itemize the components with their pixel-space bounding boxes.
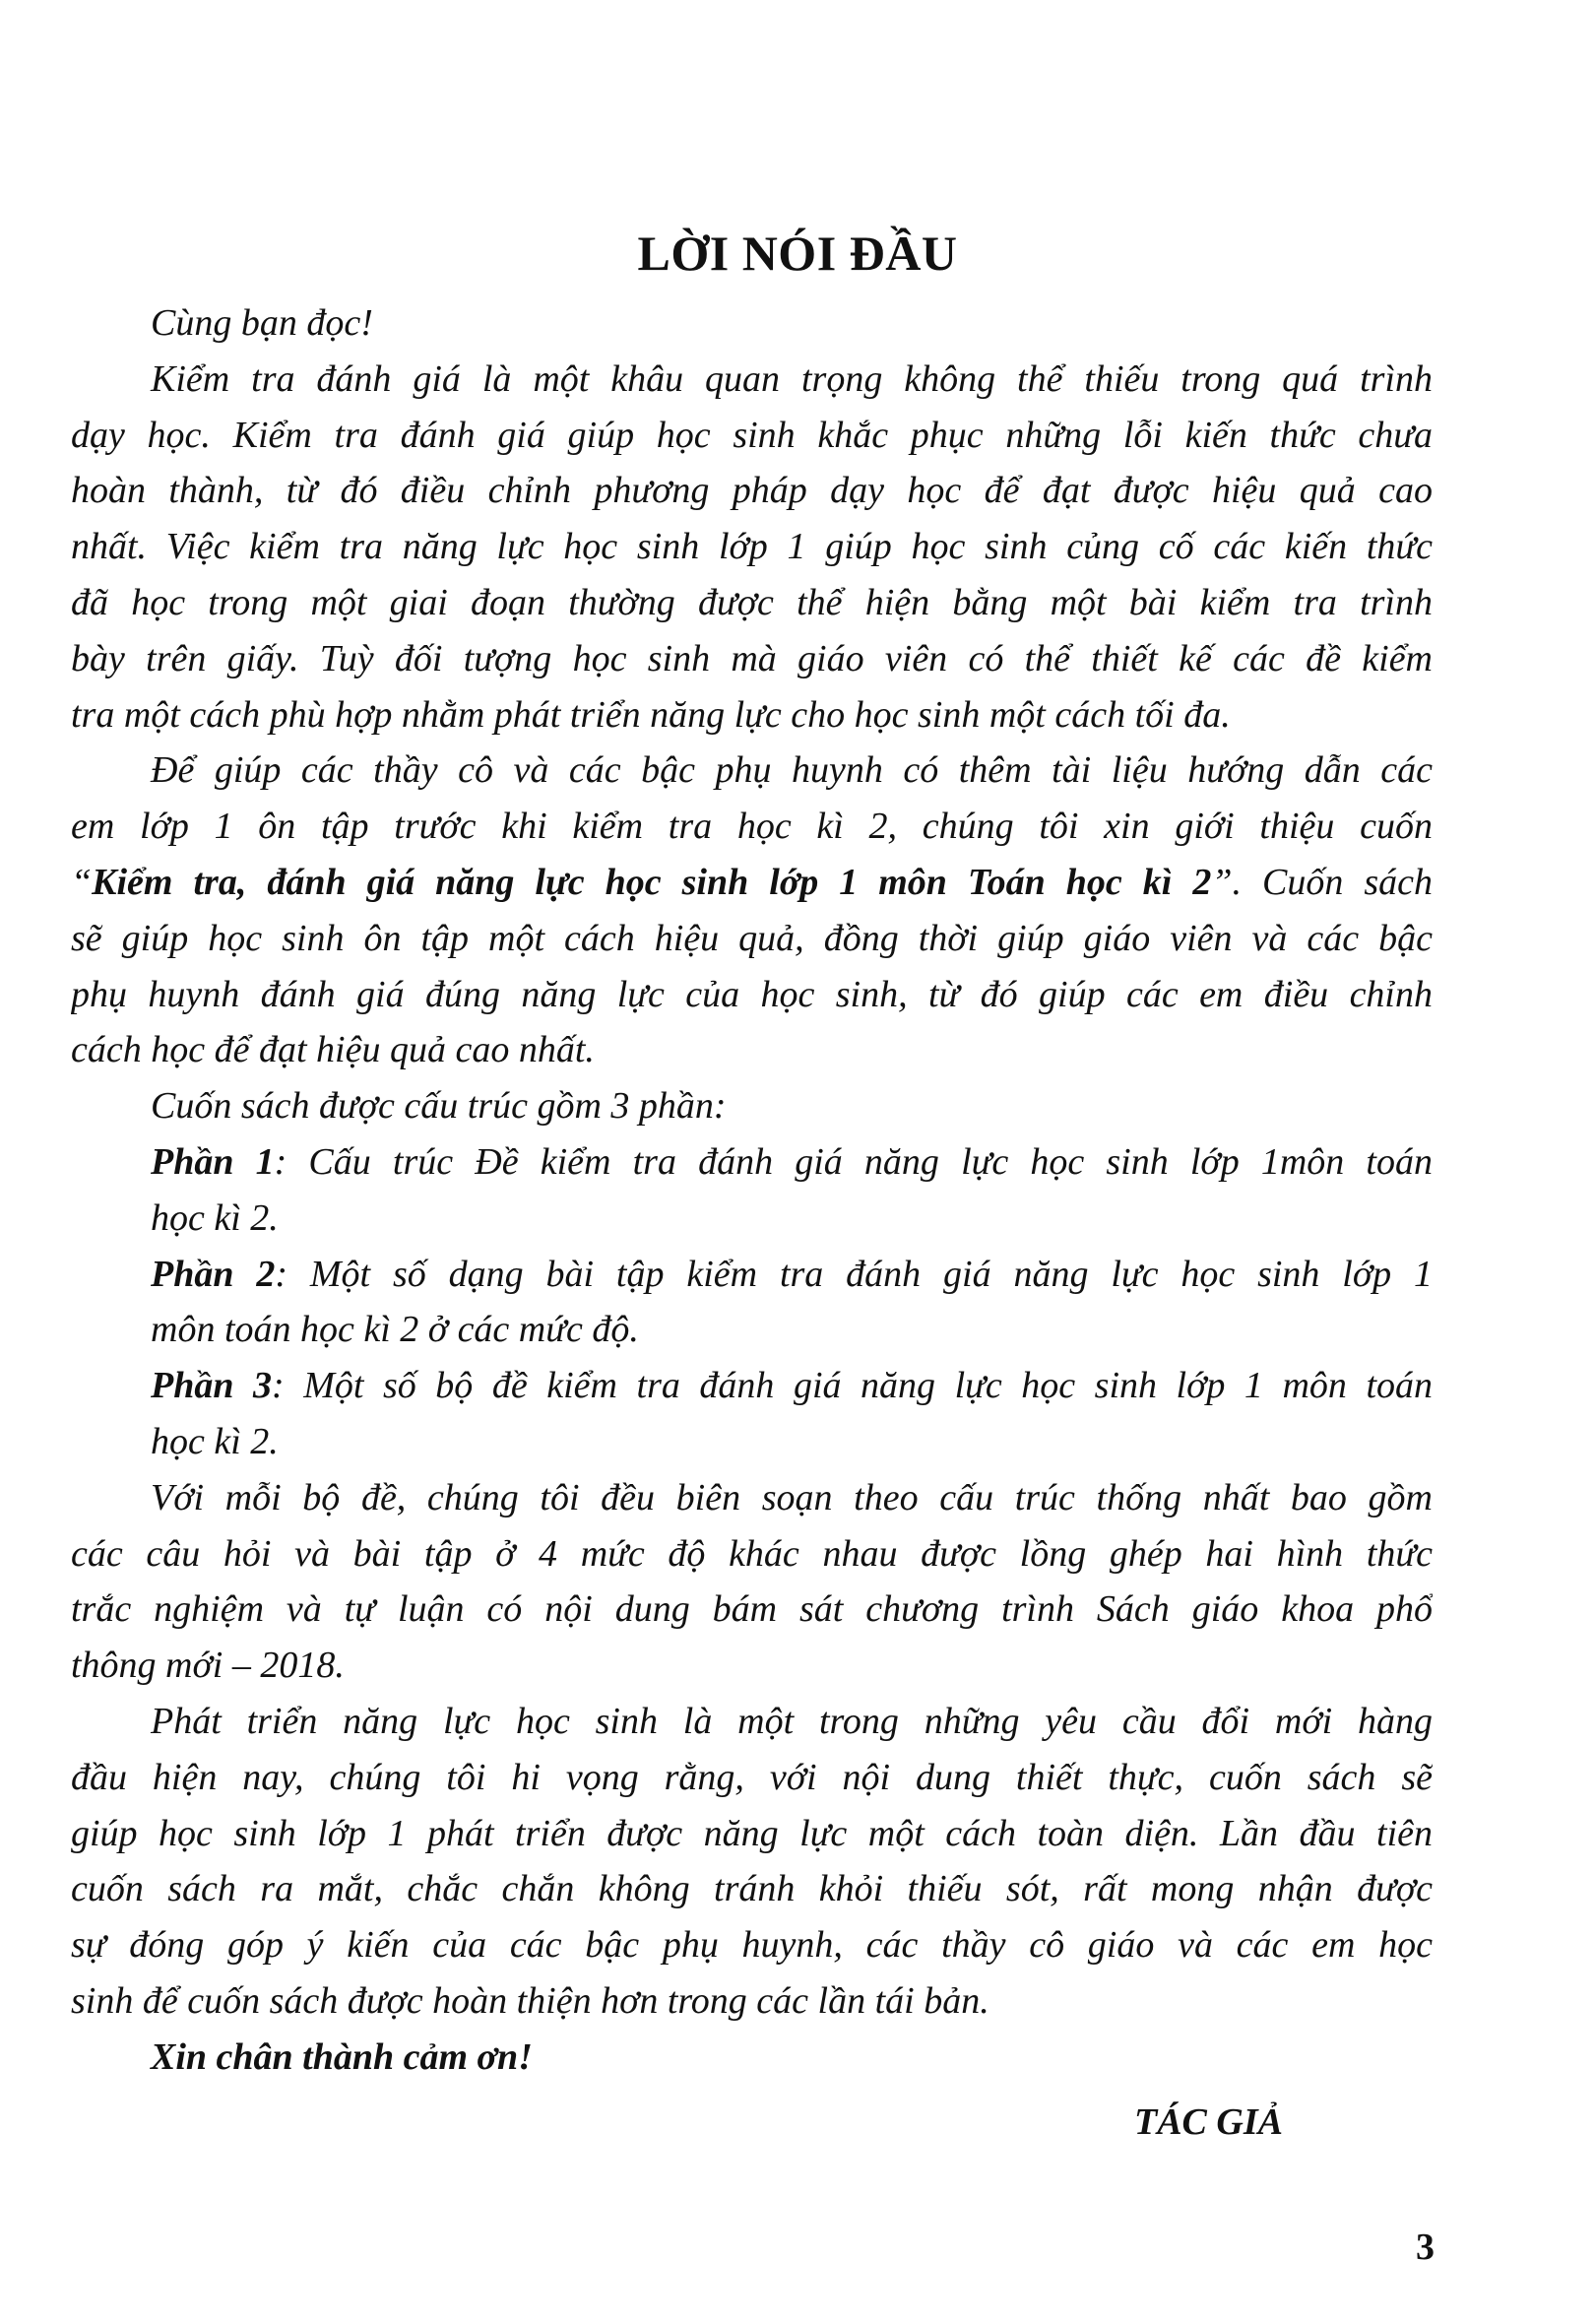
- paragraph-2: [71, 742, 1433, 1078]
- text-line: Với mỗi bộ đề, chúng tôi đều biên soạn theo cấu trúc thống nhất bao gồm: [151, 1476, 1433, 1518]
- part-text: : Một số bộ đề kiểm tra đánh giá năng lực học sinh lớp 1 môn toán: [272, 1365, 1433, 1407]
- part-3: [71, 1358, 1433, 1470]
- part-text: : Một số dạng bài tập kiểm tra đánh giá năng lực học sinh lớp 1: [275, 1253, 1433, 1295]
- part-label: Phần 1: [151, 1140, 275, 1183]
- page-title: LỜI NÓI ĐẦU: [637, 226, 958, 281]
- text-line: học kì 2.: [151, 1196, 279, 1239]
- paragraph-4: [71, 1694, 1433, 2030]
- text-line: cách học để đạt hiệu quả cao nhất.: [71, 1029, 595, 1071]
- text-line: cuốn sách ra mắt, chắc chắn không tránh khỏi thiếu sót, rất mong nhận được: [71, 1868, 1433, 1910]
- part-text: : Cấu trúc Đề kiểm tra đánh giá năng lực học sinh lớp 1môn toán: [274, 1140, 1433, 1183]
- text-line: dạy học. Kiểm tra đánh giá giúp học sinh khắc phục những lỗi kiến thức chưa: [71, 414, 1433, 456]
- structure-intro: Cuốn sách được cấu trúc gồm 3 phần:: [151, 1085, 727, 1128]
- part-label: Phần 2: [151, 1253, 276, 1295]
- part-2: [71, 1247, 1433, 1359]
- text-line: các câu hỏi và bài tập ở 4 mức độ khác nhau được lồng ghép hai hình thức: [71, 1532, 1433, 1575]
- text-line: trắc nghiệm và tự luận có nội dung bám sát chương trình Sách giáo khoa phổ: [71, 1588, 1433, 1631]
- text-line: [71, 855, 1433, 911]
- text-line: sự đóng góp ý kiến của các bậc phụ huynh, các thầy cô giáo và các em học: [71, 1924, 1433, 1967]
- text-line: Kiểm tra đánh giá là một khâu quan trọng không thể thiếu trong quá trình: [151, 357, 1433, 400]
- text-line: giúp học sinh lớp 1 phát triển được năng lực một cách toàn diện. Lần đầu tiên: [71, 1812, 1433, 1854]
- text-line: [71, 1134, 1433, 1191]
- text-line: bày trên giấy. Tuỳ đối tượng học sinh mà giáo viên có thể thiết kế các đề kiểm: [71, 637, 1433, 679]
- text-line: Phát triển năng lực học sinh là một trong những yêu cầu đổi mới hàng: [151, 1700, 1433, 1742]
- text-line: môn toán học kì 2 ở các mức độ.: [151, 1309, 639, 1351]
- greeting: Cùng bạn đọc!: [151, 302, 373, 344]
- text-line: sinh để cuốn sách được hoàn thiện hơn trong các lần tái bản.: [71, 1979, 989, 2022]
- text-line: [71, 1247, 1433, 1303]
- text-line: thông mới – 2018.: [71, 1645, 345, 1687]
- text-line: sẽ giúp học sinh ôn tập một cách hiệu quả, đồng thời giúp giáo viên và các bậc: [71, 917, 1433, 959]
- text-line: tra một cách phù hợp nhằm phát triển năng lực cho học sinh một cách tối đa.: [71, 693, 1231, 736]
- text-line: Để giúp các thầy cô và các bậc phụ huynh có thêm tài liệu hướng dẫn các: [151, 749, 1433, 792]
- text-line: em lớp 1 ôn tập trước khi kiểm tra học kì 2, chúng tôi xin giới thiệu cuốn: [71, 806, 1433, 848]
- book-title: Kiểm tra, đánh giá năng lực học sinh lớp 1 môn Toán học kì 2: [92, 861, 1212, 903]
- part-1: [71, 1134, 1433, 1247]
- paragraph-3: [71, 1470, 1433, 1694]
- text-line: học kì 2.: [151, 1420, 279, 1462]
- text-line: [71, 1358, 1433, 1414]
- thanks-line: Xin chân thành cảm ơn!: [151, 2035, 533, 2078]
- text-fragment: ”. Cuốn sách: [1211, 861, 1433, 903]
- text-line: đầu hiện nay, chúng tôi hi vọng rằng, với nội dung thiết thực, cuốn sách sẽ: [71, 1756, 1433, 1798]
- preface-body: [71, 295, 1433, 2086]
- page-number: 3: [1416, 2227, 1435, 2268]
- paragraph-1: [71, 352, 1433, 743]
- text-line: nhất. Việc kiểm tra năng lực học sinh lớp 1 giúp học sinh củng cố các kiến thức: [71, 526, 1433, 568]
- text-line: hoàn thành, từ đó điều chỉnh phương pháp dạy học để đạt được hiệu quả cao: [71, 470, 1433, 512]
- text-line: đã học trong một giai đoạn thường được thể hiện bằng một bài kiểm tra trình: [71, 581, 1433, 623]
- quote-open: “: [71, 861, 93, 903]
- author-signature: TÁC GIẢ: [1134, 2101, 1283, 2143]
- text-line: phụ huynh đánh giá đúng năng lực của học sinh, từ đó giúp các em điều chỉnh: [71, 973, 1433, 1015]
- part-label: Phần 3: [151, 1365, 273, 1407]
